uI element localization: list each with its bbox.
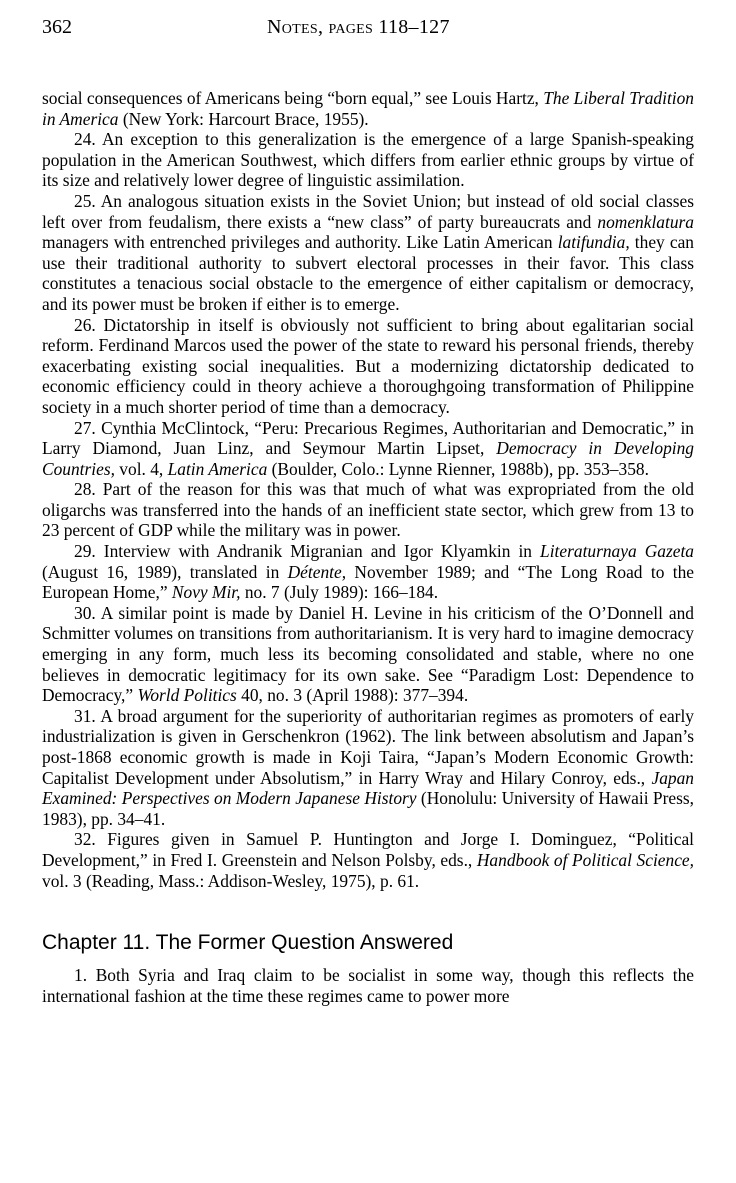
running-head (42, 14, 694, 44)
endnote-number: 27. (74, 417, 96, 438)
endnote-text: (New York: Harcourt Brace, 1955). (118, 108, 369, 129)
endnote-text: An analogous situation exists in the Soviet Union; but instead of old social classes left over from feudalism, there exists a “new class” of party bureaucrats and (42, 190, 694, 232)
chapter-endnotes-list (42, 965, 694, 1006)
endnotes-list (42, 88, 694, 891)
endnote-text: they can use their traditional authority to subvert electoral processes in their favor. This class constitutes a tenacious social obstacle to the emergence of either capitalism or democracy, and its power must be broken if either is to emerge. (42, 232, 694, 314)
endnote-text: Part of the reason for this was that much of what was expropriated from the old oligarchs was transferred into the hands of an inefficient state sector, which grew from 13 to 23 percent of GDP while the military was in power. (42, 479, 694, 541)
endnote-text: (Boulder, Colo.: Lynne Rienner, 1988b), pp. 353–358. (267, 458, 649, 479)
endnote-text: (Honolulu: University of Hawaii Press, 1983), pp. 34–41. (42, 788, 694, 829)
endnote-text: vol. 3 (Reading, Mass.: Addison-Wesley, 1975), p. 61. (42, 870, 420, 891)
endnote-text: Figures given in Samuel P. Huntington and Jorge I. Dominguez, “Political Development,” in Fred I. Greenstein and Nelson Polsby, eds., (42, 829, 694, 870)
running-title: Notes, pages 118–127 (267, 16, 450, 38)
endnote-text: Interview with Andranik Migranian and Igor Klyamkin in (103, 541, 541, 562)
endnote-italic-text: nomenklatura (597, 211, 694, 232)
endnote-text: (August 16, 1989), translated in (42, 561, 288, 582)
endnote (42, 418, 694, 480)
endnote-italic-text: The Liberal Tradition in America (42, 88, 694, 129)
endnote-text: vol. 4, (114, 458, 168, 479)
endnote-number: 26. (74, 314, 96, 335)
endnote-text: A broad argument for the superiority of authoritarian regimes as promoters of early industrialization is given in Gerschenkron (1962). The link between absolutism and Japan’s post-1868 economic growth is made in Koji Taira, “Japan’s Modern Economic Growth: Capitalist Development under Absolutism,” in Harry Wray and Hilary Conroy, eds., (42, 705, 694, 788)
endnote-text: Cynthia McClintock, “Peru: Precarious Regimes, Authoritarian and Democratic,” in Larry Diamond, Juan Linz, and Seymour Martin Lipset, (42, 417, 694, 459)
endnote-italic-text: Democracy in Developing Countries, (42, 438, 694, 479)
endnote-italic-text: Novy Mir, (171, 582, 241, 603)
endnote-continuation (42, 88, 694, 129)
endnote-text: social consequences of Americans being “born equal,” see Louis Hartz, (42, 88, 544, 108)
endnote-text: November 1989; and “The Long Road to the European Home,” (42, 561, 694, 603)
endnote (42, 541, 694, 603)
endnote-number: 32. (74, 829, 96, 850)
endnote (42, 965, 694, 1006)
endnote-text: 40, no. 3 (April 1988): 377–394. (236, 685, 469, 706)
endnote-text: managers with entrenched privileges and authority. Like Latin American (42, 232, 558, 253)
endnote (42, 706, 694, 830)
endnote (42, 129, 694, 191)
chapter-heading: Chapter 11. The Former Question Answered (42, 931, 454, 955)
page-number: 362 (42, 16, 72, 38)
endnote-number: 25. (74, 190, 96, 211)
endnote-text: A similar point is made by Daniel H. Levine in his criticism of the O’Donnell and Schmitter volumes on transitions from authoritarianism. It is very hard to imagine democracy emerging in any form, much less its becoming consolidated and stable, where no one believes in democratic legitimacy for its own sake. See “Paradigm Lost: Dependence to Democracy,” (42, 602, 695, 706)
endnote (42, 479, 694, 541)
endnote-text: An exception to this generalization is the emergence of a large Spanish-speaking population in the American Southwest, which differs from earlier ethnic groups by virtue of its size and relatively lower degree of linguistic assimilation. (42, 129, 694, 191)
endnote-text: no. 7 (July 1989): 166–184. (240, 582, 439, 603)
endnote-number: 30. (74, 602, 96, 623)
endnote-italic-text: Détente, (287, 561, 347, 582)
endnote-italic-text: latifundia, (557, 232, 630, 253)
endnote-number: 31. (74, 705, 96, 726)
endnote-number: 24. (74, 129, 96, 150)
endnote-italic-text: Japan Examined: Perspectives on Modern Japanese History (42, 767, 694, 809)
endnote (42, 191, 694, 315)
endnote-italic-text: World Politics (137, 685, 237, 706)
endnote-italic-text: Latin America (167, 458, 268, 479)
endnote (42, 829, 694, 891)
endnote (42, 315, 694, 418)
endnote-number: 28. (74, 479, 96, 500)
book-page (42, 14, 694, 1006)
endnote-text: Both Syria and Iraq claim to be socialist in some way, though this reflects the international fashion at the time these regimes came to power more (42, 965, 694, 1006)
endnote-text: Dictatorship in itself is obviously not sufficient to bring about egalitarian social reform. Ferdinand Marcos used the power of the state to reward his personal friends, thereby exacerbating existing social inequalities. But a modernizing dictatorship dedicated to economic efficiency could in theory achieve a thoroughgoing transformation of Philippine society in a much shorter period of time than a democracy. (42, 314, 694, 417)
endnote-number: 29. (74, 541, 96, 562)
endnote (42, 603, 694, 706)
endnote-number: 1. (74, 965, 88, 986)
endnote-italic-text: Literaturnaya Gazeta (540, 541, 694, 562)
endnote-italic-text: Handbook of Political Science, (476, 849, 694, 870)
